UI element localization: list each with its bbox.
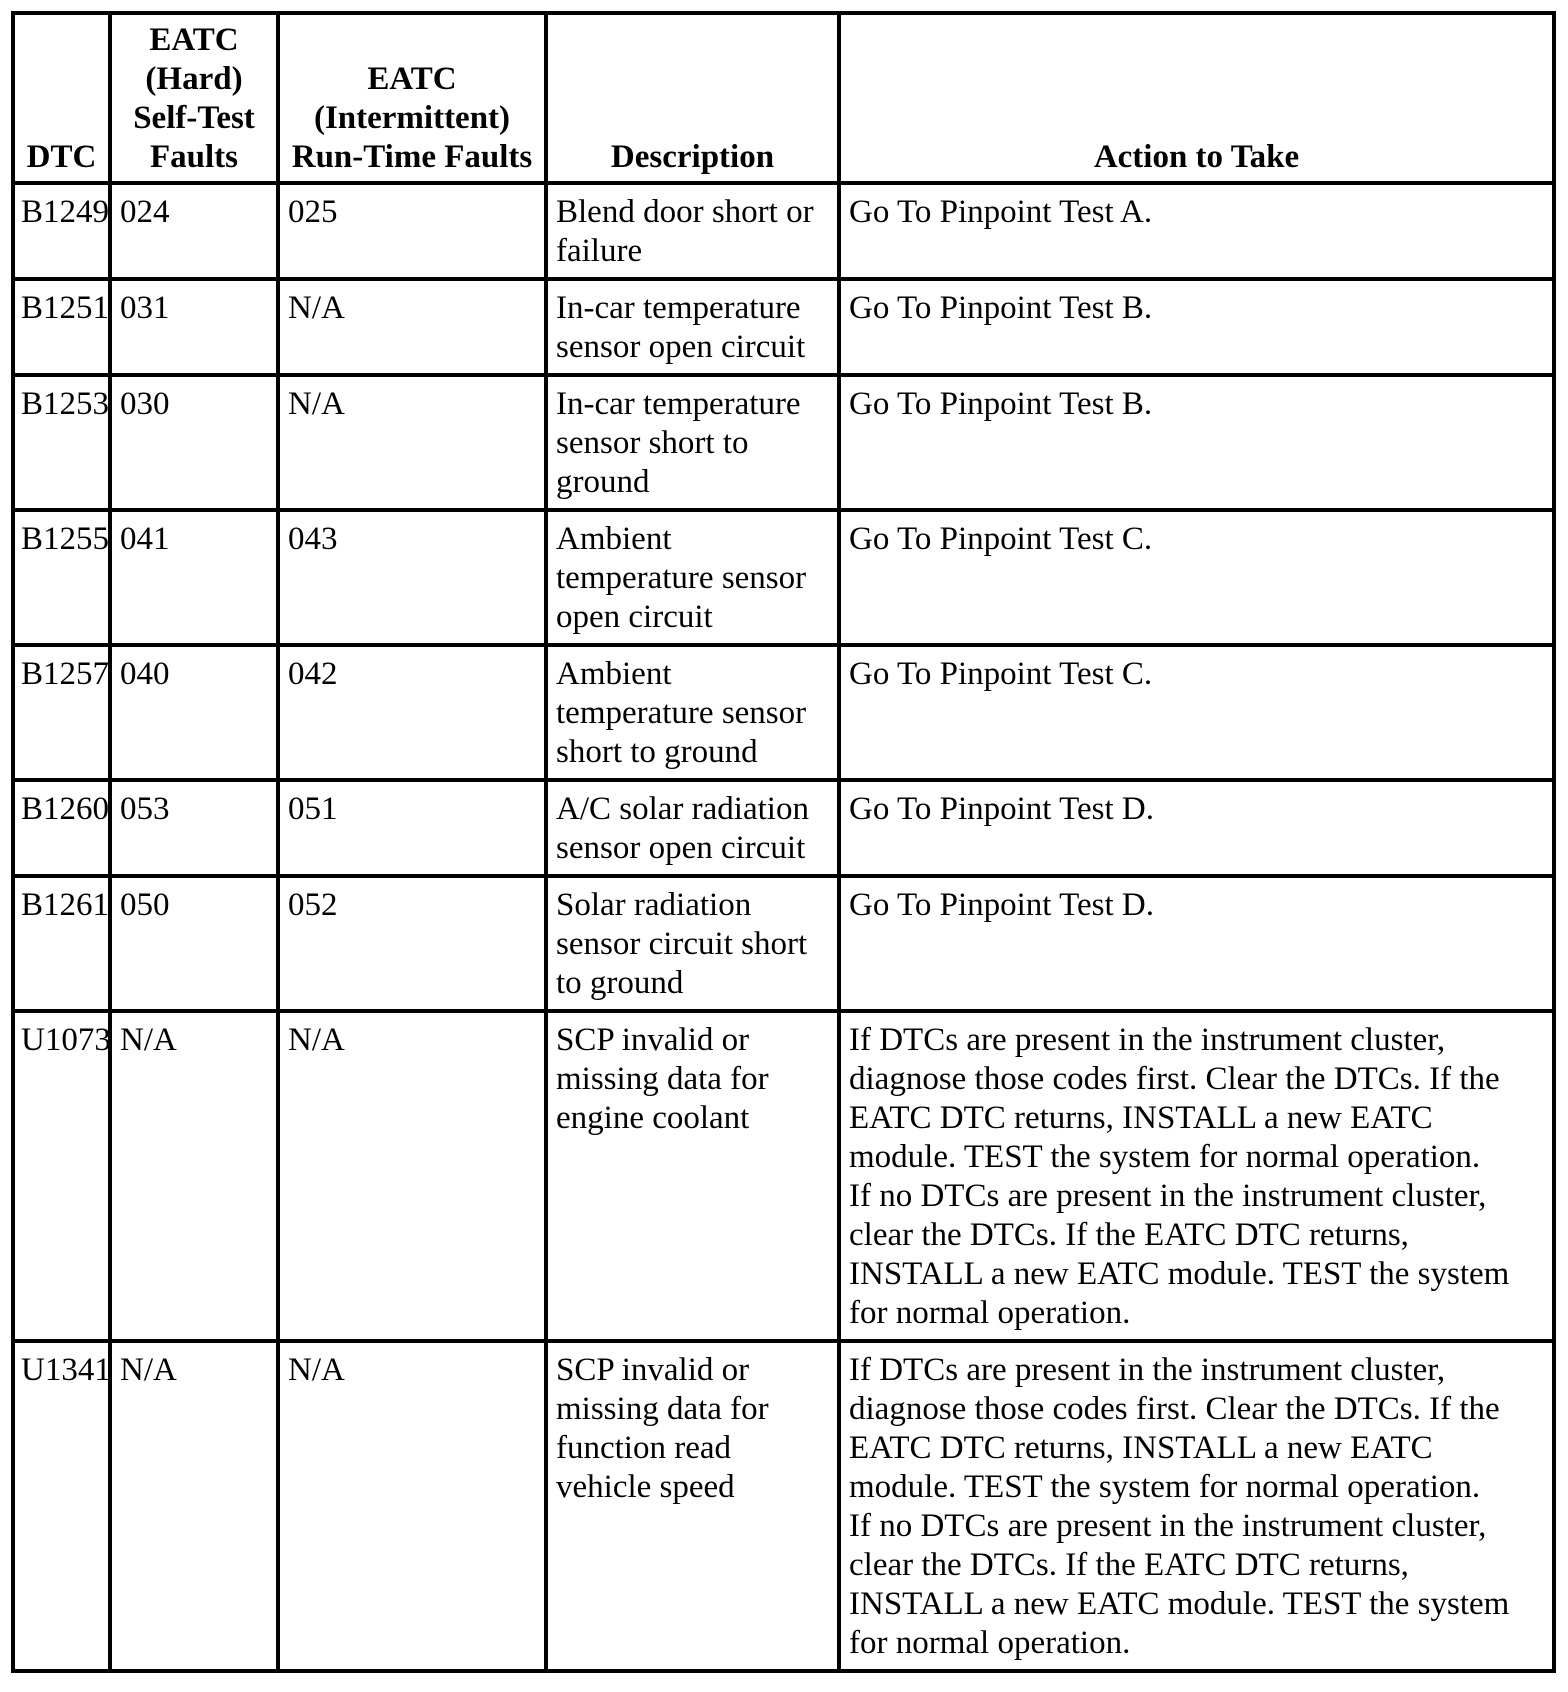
header-row	[13, 13, 1554, 183]
description-cell: Blend door short or failure	[546, 183, 839, 279]
table-row	[13, 645, 1554, 780]
dtc-code-cell: B1257	[13, 645, 110, 780]
action-paragraph: Go To Pinpoint Test B.	[849, 290, 1153, 326]
action-paragraph: If no DTCs are present in the instrument cluster, clear the DTCs. If the EATC DTC returns, INSTALL a new EATC module. TEST the system for normal operation.	[849, 1508, 1510, 1661]
intermittent-fault-cell: N/A	[278, 1011, 546, 1341]
table-row	[13, 375, 1554, 510]
description-cell: In-car temperature sensor open circuit	[546, 279, 839, 375]
action-cell	[839, 876, 1554, 1011]
header-hard-faults: EATC (Hard) Self-Test Faults	[110, 13, 278, 183]
header-dtc: DTC	[13, 13, 110, 183]
description-cell: SCP invalid or missing data for engine coolant	[546, 1011, 839, 1341]
action-cell	[839, 780, 1554, 876]
intermittent-fault-cell: 025	[278, 183, 546, 279]
action-paragraph: If no DTCs are present in the instrument cluster, clear the DTCs. If the EATC DTC returns, INSTALL a new EATC module. TEST the system for normal operation.	[849, 1178, 1510, 1331]
action-cell	[839, 645, 1554, 780]
description-cell: A/C solar radiation sensor open circuit	[546, 780, 839, 876]
hard-fault-cell: N/A	[110, 1011, 278, 1341]
action-cell	[839, 1011, 1554, 1341]
description-cell: Solar radiation sensor circuit short to ground	[546, 876, 839, 1011]
hard-fault-cell: 053	[110, 780, 278, 876]
action-paragraph: Go To Pinpoint Test C.	[849, 521, 1153, 557]
intermittent-fault-cell: 043	[278, 510, 546, 645]
table-row	[13, 279, 1554, 375]
hard-fault-cell: N/A	[110, 1341, 278, 1671]
action-paragraph: If DTCs are present in the instrument cluster, diagnose those codes first. Clear the DTCs. If the EATC DTC returns, INSTALL a new EATC module. TEST the system for normal operation.	[849, 1022, 1500, 1175]
hard-fault-cell: 031	[110, 279, 278, 375]
dtc-code-cell: B1261	[13, 876, 110, 1011]
dtc-code-cell: B1251	[13, 279, 110, 375]
dtc-code-cell: B1249	[13, 183, 110, 279]
dtc-table-body	[13, 183, 1554, 1671]
action-paragraph: Go To Pinpoint Test A.	[849, 194, 1153, 230]
dtc-code-cell: U1341	[13, 1341, 110, 1671]
action-paragraph: Go To Pinpoint Test C.	[849, 656, 1153, 692]
hard-fault-cell: 040	[110, 645, 278, 780]
action-cell	[839, 375, 1554, 510]
intermittent-fault-cell: N/A	[278, 375, 546, 510]
hard-fault-cell: 030	[110, 375, 278, 510]
dtc-code-cell: U1073	[13, 1011, 110, 1341]
dtc-table	[11, 11, 1556, 1673]
action-cell	[839, 1341, 1554, 1671]
description-cell: Ambient temperature sensor short to ground	[546, 645, 839, 780]
description-cell: Ambient temperature sensor open circuit	[546, 510, 839, 645]
action-paragraph: Go To Pinpoint Test D.	[849, 887, 1154, 923]
table-row	[13, 876, 1554, 1011]
table-row	[13, 510, 1554, 645]
dtc-code-cell: B1253	[13, 375, 110, 510]
intermittent-fault-cell: 051	[278, 780, 546, 876]
action-paragraph: Go To Pinpoint Test B.	[849, 386, 1153, 422]
table-row	[13, 1011, 1554, 1341]
header-description: Description	[546, 13, 839, 183]
intermittent-fault-cell: 042	[278, 645, 546, 780]
header-action: Action to Take	[839, 13, 1554, 183]
hard-fault-cell: 041	[110, 510, 278, 645]
action-paragraph: If DTCs are present in the instrument cluster, diagnose those codes first. Clear the DTCs. If the EATC DTC returns, INSTALL a new EATC module. TEST the system for normal operation.	[849, 1352, 1500, 1505]
intermittent-fault-cell: N/A	[278, 1341, 546, 1671]
action-cell	[839, 183, 1554, 279]
dtc-code-cell: B1260	[13, 780, 110, 876]
action-paragraph: Go To Pinpoint Test D.	[849, 791, 1154, 827]
table-row	[13, 1341, 1554, 1671]
hard-fault-cell: 024	[110, 183, 278, 279]
action-cell	[839, 279, 1554, 375]
intermittent-fault-cell: N/A	[278, 279, 546, 375]
description-cell: SCP invalid or missing data for function read vehicle speed	[546, 1341, 839, 1671]
intermittent-fault-cell: 052	[278, 876, 546, 1011]
table-row	[13, 780, 1554, 876]
action-cell	[839, 510, 1554, 645]
description-cell: In-car temperature sensor short to ground	[546, 375, 839, 510]
dtc-code-cell: B1255	[13, 510, 110, 645]
table-row	[13, 183, 1554, 279]
header-intermittent-faults: EATC (Intermittent) Run-Time Faults	[278, 13, 546, 183]
hard-fault-cell: 050	[110, 876, 278, 1011]
